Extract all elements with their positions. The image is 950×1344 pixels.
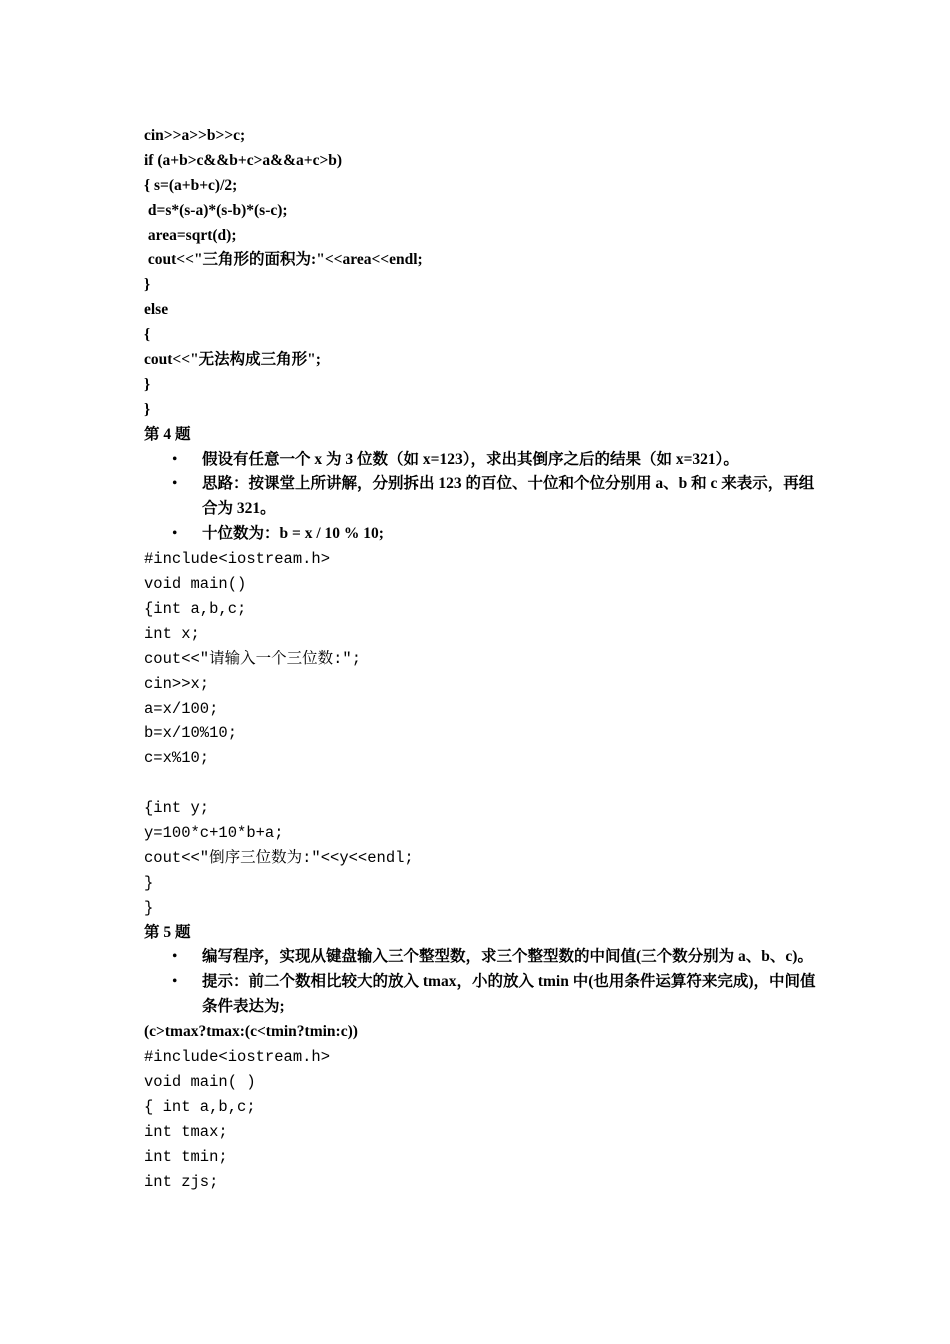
code-line: int zjs; — [144, 1172, 219, 1191]
code-line: int tmin; — [144, 1147, 228, 1166]
code-line: } — [144, 873, 154, 892]
q4-bullet-text: 十位数为：b = x / 10 % 10; — [202, 525, 384, 543]
q4-bullet — [144, 448, 824, 473]
code-line: cin>>x; — [144, 674, 210, 693]
q5-bullet-text: 提示：前二个数相比较大的放入 tmax，小的放入 tmin 中(也用条件运算符来完成)，中间值条件表达为; — [202, 973, 816, 1016]
code-line: cout<<"倒序三位数为:"<<y<<endl; — [144, 848, 414, 867]
code-line: int tmax; — [144, 1122, 228, 1141]
q5-bullet-text: 编写程序，实现从键盘输入三个整型数，求三个整型数的中间值(三个数分别为 a、b、c)。 — [202, 948, 813, 966]
code-line: #include<iostream.h> — [144, 1048, 331, 1067]
q4-bullet — [144, 522, 824, 547]
bullet-icon: • — [172, 450, 178, 468]
code-line: {int a,b,c; — [144, 599, 247, 618]
code-line: { int a,b,c; — [144, 1097, 256, 1116]
code-line: int x; — [144, 624, 200, 643]
blank-line — [144, 771, 824, 796]
bullet-icon: • — [172, 948, 178, 966]
code-line: } — [144, 276, 151, 294]
code-line: cin>>a>>b>>c; — [144, 127, 246, 144]
code-line: cout<<"三角形的面积为:"<<area<<endl; — [144, 251, 423, 269]
code-line: else — [144, 301, 169, 319]
code-line: c=x%10; — [144, 749, 210, 768]
question-4-title: 第 4 题 — [144, 425, 191, 443]
code-line: { — [144, 326, 151, 344]
code-line: b=x/10%10; — [144, 724, 238, 743]
q4-bullet-text: 假设有任意一个 x 为 3 位数（如 x=123），求出其倒序之后的结果（如 x=321）。 — [202, 450, 739, 468]
code-line: y=100*c+10*b+a; — [144, 824, 284, 842]
code-line: void main() — [144, 575, 247, 594]
bullet-icon: • — [172, 973, 178, 991]
code-line: {int y; — [144, 799, 210, 818]
condition-expression: (c>tmax?tmax:(c<tmin?tmin:c)) — [144, 1023, 358, 1041]
code-line: cout<<"请输入一个三位数:"; — [144, 649, 362, 668]
code-line: } — [144, 400, 151, 418]
code-line: a=x/100; — [144, 699, 219, 718]
code-line: #include<iostream.h> — [144, 550, 331, 569]
code-line: cout<<"无法构成三角形"; — [144, 351, 321, 369]
q5-bullet — [144, 945, 824, 970]
q5-bullet — [144, 970, 824, 1020]
code-line: if (a+b>c&&b+c>a&&a+c>b) — [144, 151, 343, 169]
question-5-title: 第 5 题 — [144, 923, 191, 941]
code-line: d=s*(s-a)*(s-b)*(s-c); — [144, 201, 288, 219]
bullet-icon: • — [172, 525, 178, 543]
code-line: } — [144, 375, 151, 393]
code-line: area=sqrt(d); — [144, 226, 237, 244]
q4-bullet — [144, 472, 824, 522]
document-content — [144, 124, 824, 1194]
code-line: void main( ) — [144, 1072, 256, 1091]
code-line: } — [144, 898, 154, 917]
bullet-icon: • — [172, 475, 178, 493]
q4-bullet-text: 思路：按课堂上所讲解，分别拆出 123 的百位、十位和个位分别用 a、b 和 c 来表示，再组合为 321。 — [202, 475, 815, 518]
code-line: { s=(a+b+c)/2; — [144, 176, 238, 194]
